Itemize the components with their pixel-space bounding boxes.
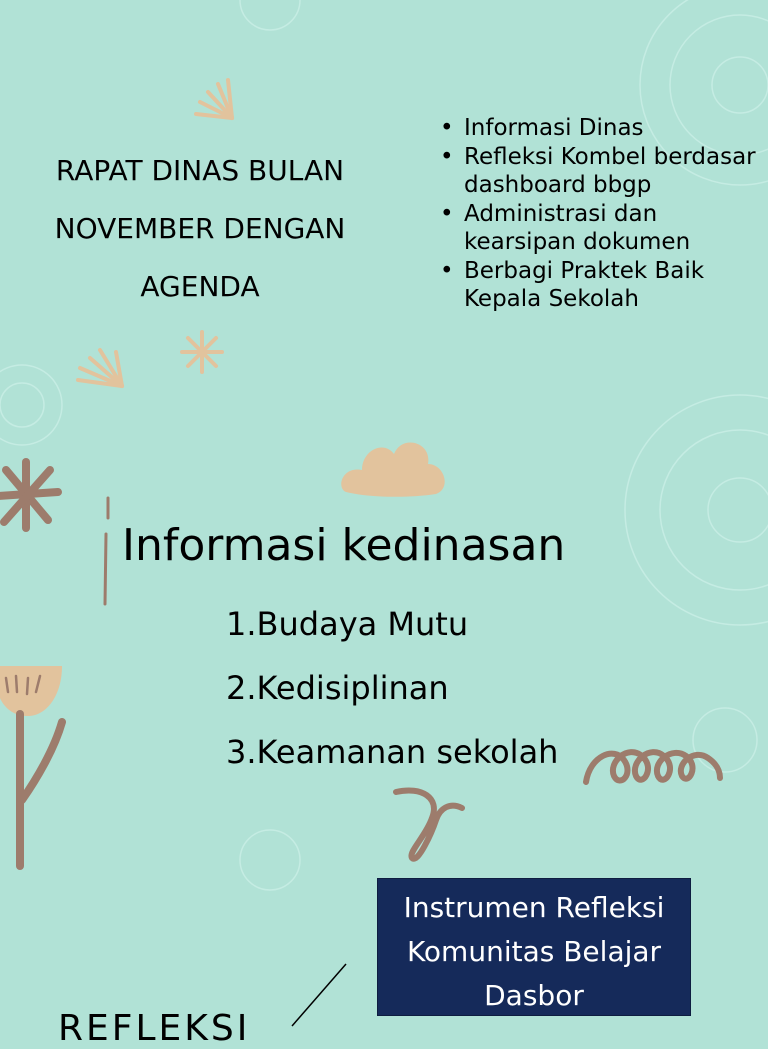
agenda-list (440, 114, 760, 314)
title-line: NOVEMBER DENGAN (54, 212, 346, 245)
agenda-item: • Informasi Dinas (440, 114, 760, 143)
tan-asterisk-decoration (178, 328, 226, 376)
curl-decoration (580, 736, 730, 796)
section-heading: Informasi kedinasan (122, 520, 566, 571)
instrument-box (377, 878, 691, 1016)
cloud-decoration (340, 436, 450, 500)
loop-decoration (392, 782, 472, 862)
cutoff-heading: REFLEKSI (58, 1008, 251, 1049)
diagonal-line-decoration (282, 960, 352, 1030)
title-line: RAPAT DINAS BULAN (55, 154, 345, 187)
info-item: 3.Keamanan sekolah (226, 733, 559, 771)
instrument-line: Komunitas Belajar (406, 935, 662, 968)
info-item: 2.Kedisiplinan (226, 669, 449, 707)
agenda-item: • Berbagi Praktek Baik Kepala Sekolah (440, 257, 760, 314)
agenda-item: • Administrasi dan kearsipan dokumen (440, 200, 760, 257)
agenda-item: • Refleksi Kombel berdasar dashboard bbgp (440, 143, 760, 200)
flower-plant-decoration (0, 660, 80, 870)
brown-asterisk-decoration (0, 456, 64, 536)
instrument-line: Instrumen Refleksi (403, 891, 665, 924)
instrument-line: Dasbor (484, 979, 584, 1012)
tan-burst-decoration-left (72, 344, 132, 394)
meeting-title (20, 142, 380, 316)
stick-decoration (100, 496, 112, 606)
info-item: 1.Budaya Mutu (226, 605, 469, 643)
title-line: AGENDA (140, 270, 260, 303)
info-list (226, 592, 558, 784)
tan-burst-decoration (188, 70, 248, 130)
